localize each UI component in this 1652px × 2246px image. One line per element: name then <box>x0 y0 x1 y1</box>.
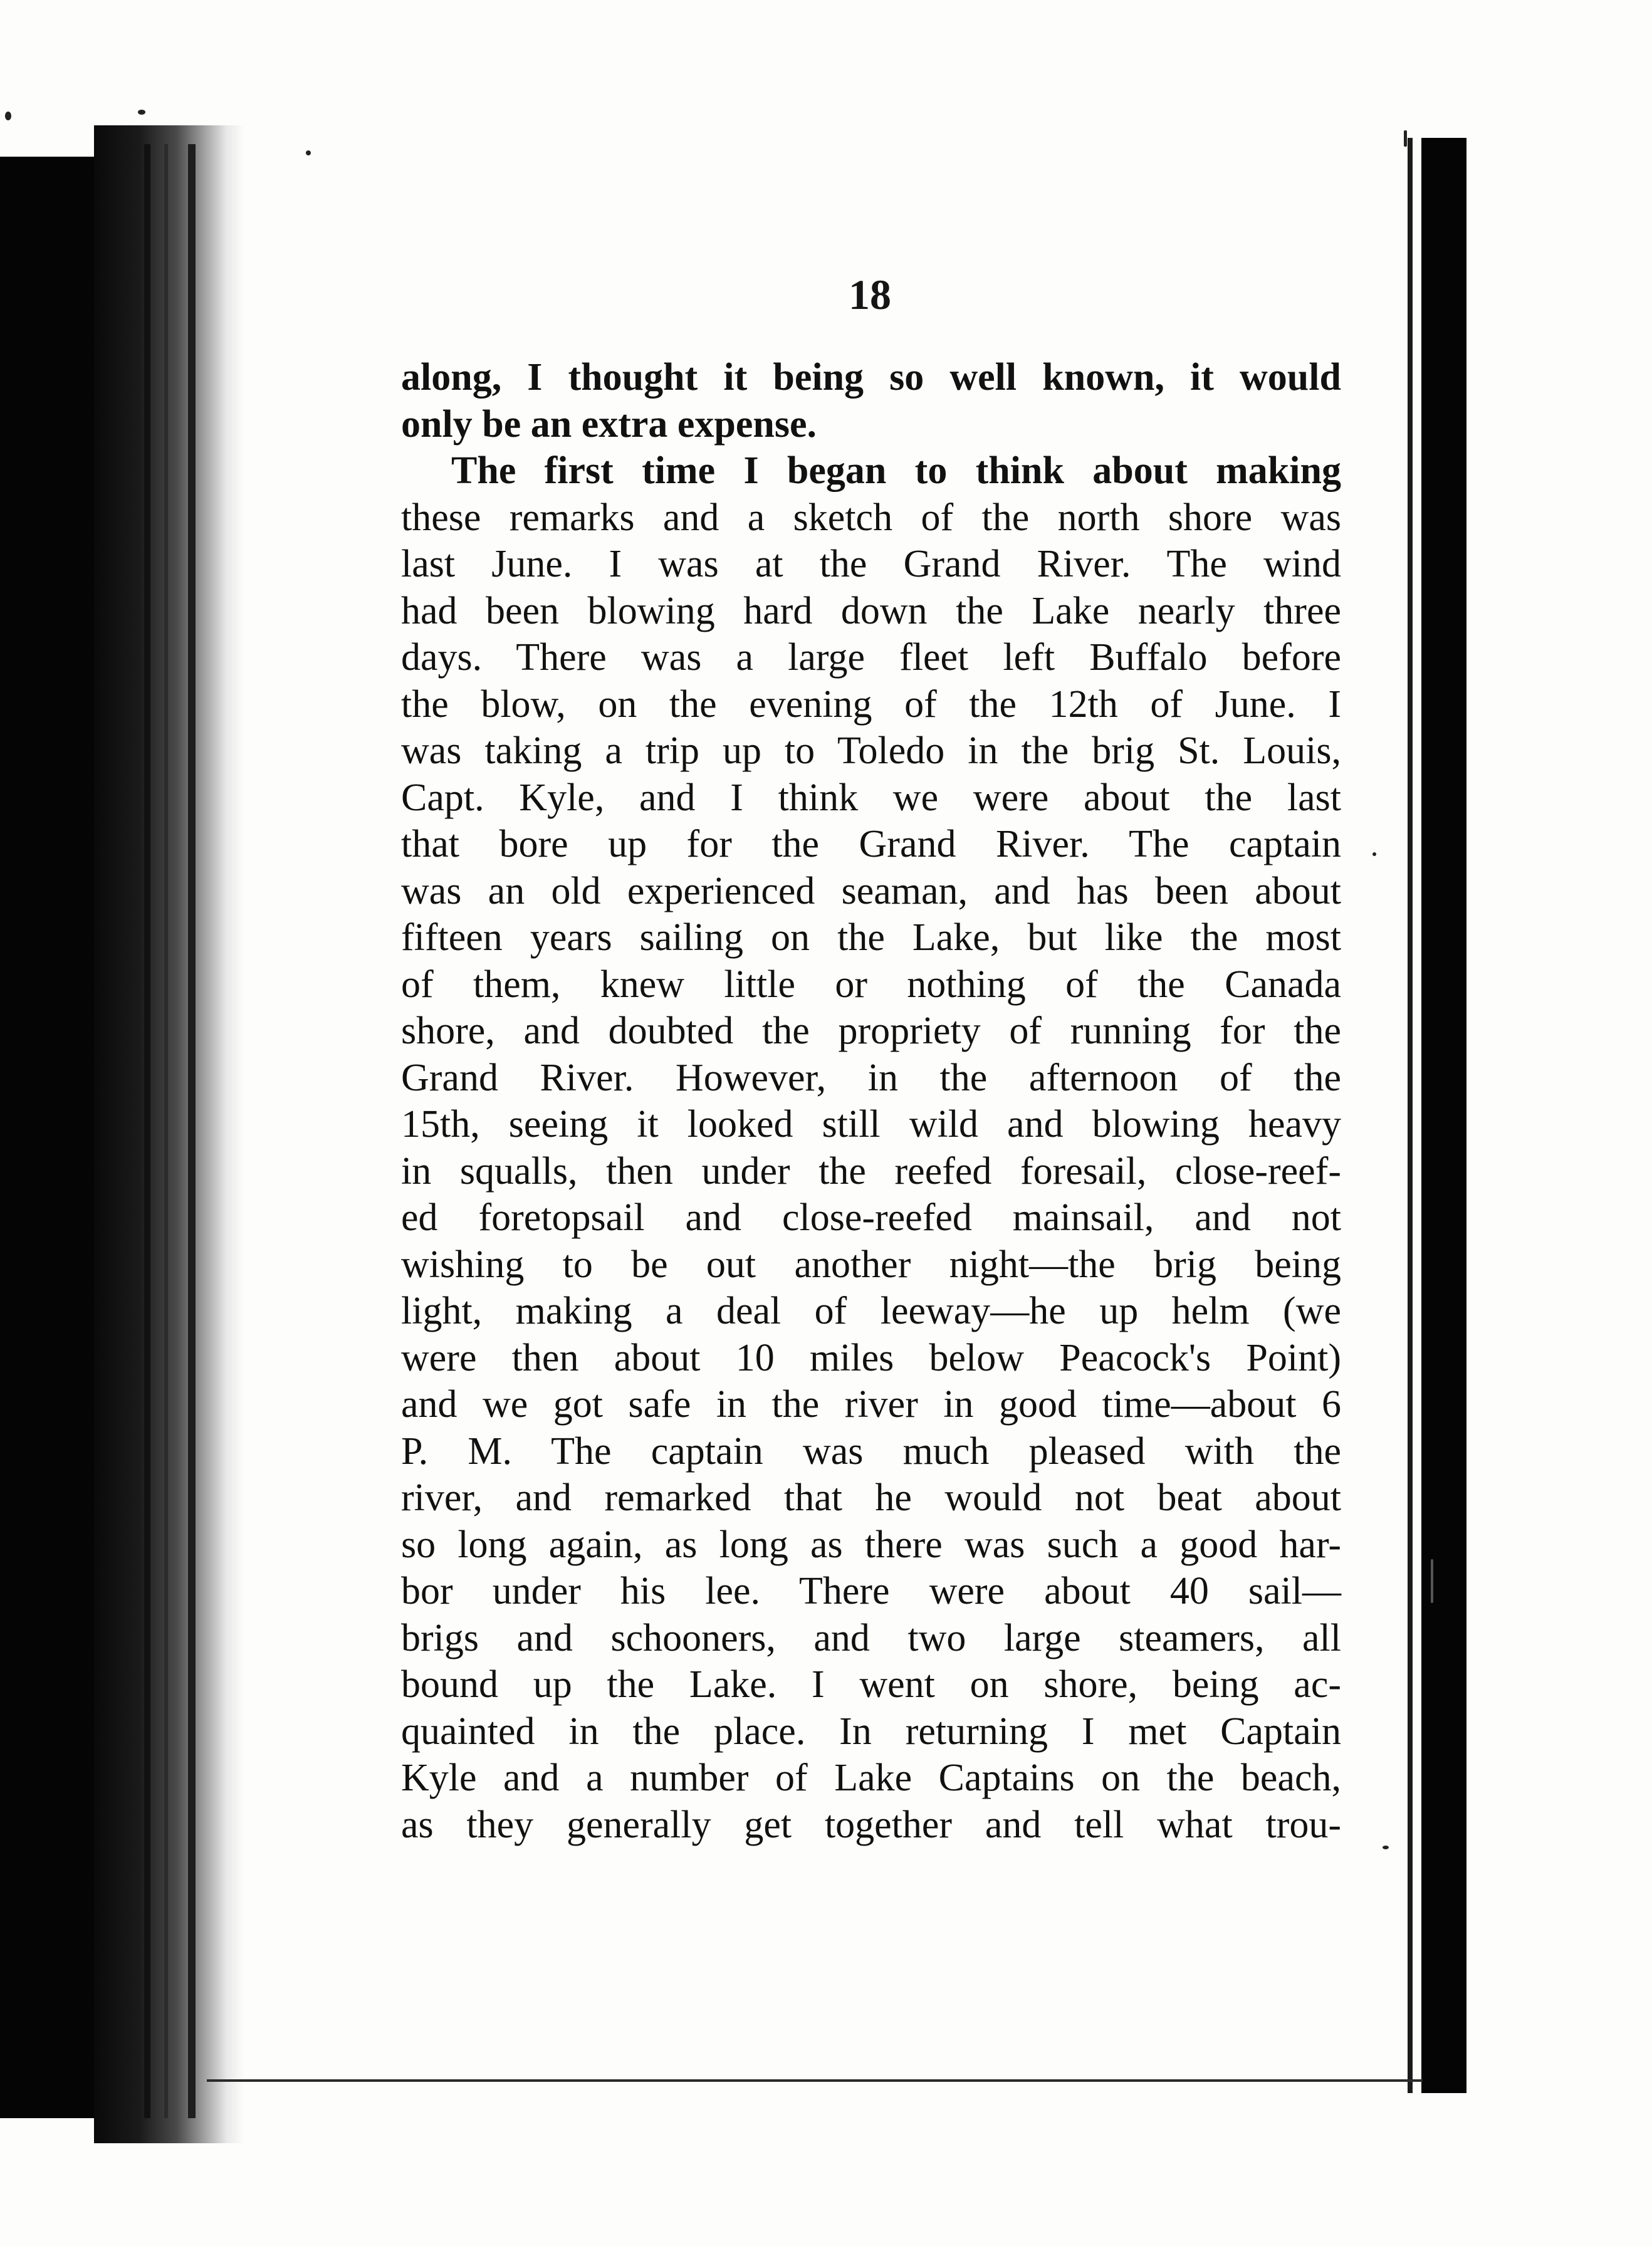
page-bottom-edge <box>207 2079 1423 2082</box>
body-text <box>401 354 1341 1848</box>
text-line: were then about 10 miles below Peacock's Point) <box>401 1336 1341 1379</box>
text-line: Kyle and a number of Lake Captains on the beach, <box>401 1757 1341 1799</box>
text-line: wishing to be out another night—the brig being <box>401 1243 1341 1286</box>
binding-stripe <box>144 144 150 2118</box>
text-line: along, I thought it being so well known, it would <box>401 356 1341 399</box>
text-line: P. M. The captain was much pleased with the <box>401 1429 1341 1473</box>
text-line: Grand River. However, in the afternoon of the <box>401 1056 1341 1099</box>
text-line: had been blowing hard down the Lake nearly three <box>401 589 1341 632</box>
text-line: that bore up for the Grand River. The captain <box>401 823 1341 865</box>
binding-stripe <box>164 144 168 2118</box>
page-edge-line <box>1408 138 1413 2093</box>
text-line: shore, and doubted the propriety of running for the <box>401 1010 1341 1052</box>
scan-speck <box>1431 1559 1433 1603</box>
scan-speck <box>1372 852 1376 856</box>
scan-speck <box>306 150 311 155</box>
text-line: was an old experienced seaman, and has been about <box>401 869 1341 912</box>
text-line: river, and remarked that he would not beat about <box>401 1476 1341 1519</box>
scan-speck <box>138 110 145 115</box>
gutter-shadow <box>94 125 244 2143</box>
text-line: the blow, on the evening of the 12th of June. I <box>401 682 1341 726</box>
page-number: 18 <box>849 271 891 318</box>
text-line: of them, knew little or nothing of the Canada <box>401 963 1341 1006</box>
text-line: these remarks and a sketch of the north shore was <box>401 496 1341 539</box>
text-line: light, making a deal of leeway—he up helm (we <box>401 1290 1341 1332</box>
text-line: days. There was a large fleet left Buffalo before <box>401 636 1341 679</box>
text-line: in squalls, then under the reefed foresail, close-reef- <box>401 1149 1341 1193</box>
text-line: so long again, as long as there was such a good har- <box>401 1523 1341 1566</box>
text-line: fifteen years sailing on the Lake, but like the most <box>401 916 1341 959</box>
text-line: ed foretopsail and close-reefed mainsail, and not <box>401 1196 1341 1239</box>
text-line: Capt. Kyle, and I think we were about the last <box>401 776 1341 819</box>
text-line: 15th, seeing it looked still wild and blowing heavy <box>401 1103 1341 1146</box>
scan-speck <box>5 112 11 120</box>
text-line: was taking a trip up to Toledo in the brig St. Louis, <box>401 729 1341 772</box>
text-line: bound up the Lake. I went on shore, being ac- <box>401 1663 1341 1706</box>
text-line: quainted in the place. In returning I met Captain <box>401 1710 1341 1753</box>
page-edge-shadow <box>1421 138 1466 2093</box>
scan-speck <box>1404 130 1407 147</box>
text-line: and we got safe in the river in good time—about 6 <box>401 1383 1341 1426</box>
scan-speck <box>1383 1846 1389 1849</box>
text-line: last June. I was at the Grand River. The wind <box>401 543 1341 585</box>
text-line: brigs and schooners, and two large steamers, all <box>401 1616 1341 1659</box>
text-line: bor under his lee. There were about 40 sail— <box>401 1570 1341 1612</box>
text-line: only be an extra expense. <box>401 402 817 446</box>
binding-stripe <box>188 144 196 2118</box>
binding-shadow <box>0 157 107 2118</box>
text-line: as they generally get together and tell what trou- <box>401 1803 1341 1846</box>
text-line: The first time I began to think about making <box>451 449 1341 492</box>
